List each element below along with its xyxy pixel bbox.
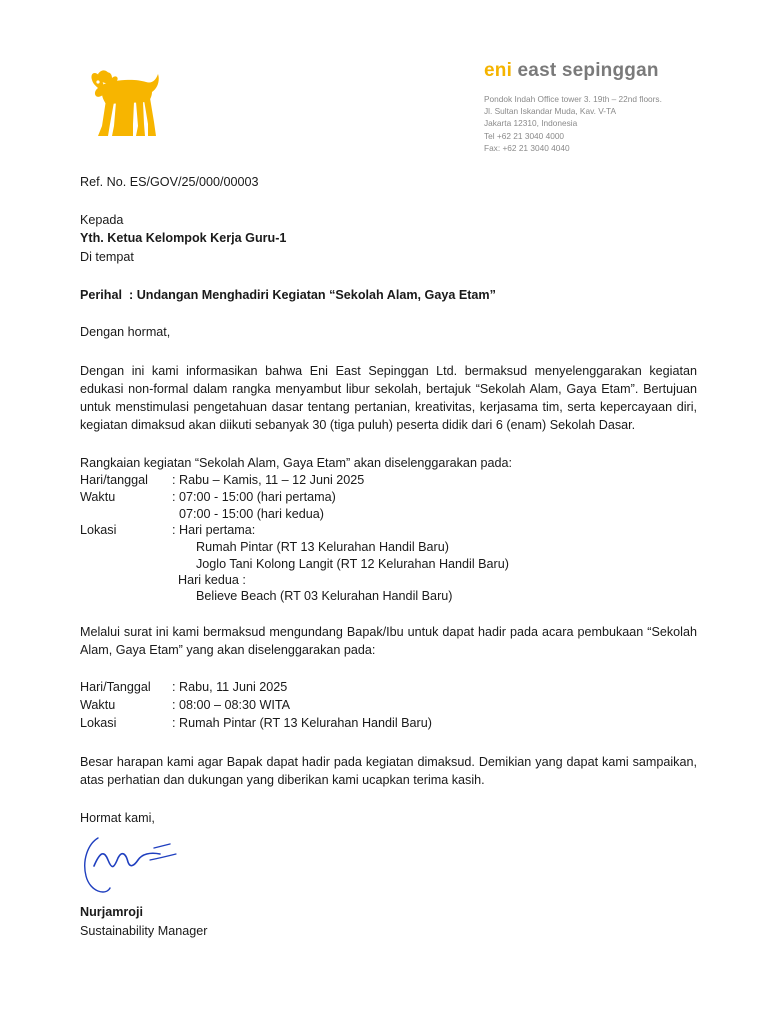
address-line: Tel +62 21 3040 4000: [484, 130, 565, 141]
recipient-name: Yth. Ketua Kelompok Kerja Guru-1: [80, 231, 287, 245]
schedule-day-label: Hari/tanggal: [80, 473, 148, 487]
opening-location-value: : Rumah Pintar (RT 13 Kelurahan Handil Baru): [172, 716, 432, 730]
handwritten-signature-icon: [80, 830, 180, 900]
address-line: Fax: +62 21 3040 4040: [484, 142, 570, 153]
opening-day-value: : Rabu, 11 Juni 2025: [172, 680, 288, 694]
opening-time-value: : 08:00 – 08:30 WITA: [172, 698, 291, 712]
reference-number: Ref. No. ES/GOV/25/000/00003: [80, 175, 259, 189]
invite-paragraph: Melalui surat ini kami bermaksud mengundang Bapak/Ibu untuk dapat hadir pada acara pembukaan “Sekolah Alam, Gaya Etam” yang akan diselenggarakan pada:: [80, 625, 697, 657]
brand-eni: eni: [484, 60, 513, 81]
schedule-location-day1-item: Rumah Pintar (RT 13 Kelurahan Handil Baru): [196, 540, 449, 554]
greeting: Dengan hormat,: [80, 325, 171, 339]
schedule-location-day1: : Hari pertama:: [172, 523, 256, 537]
brand-name: [484, 60, 659, 82]
closing-paragraph: Besar harapan kami agar Bapak dapat hadir pada kegiatan dimaksud. Demikian yang dapat kami sampaikan, atas perhatian dan dukungan yang diberikan kami ucapkan terima kasih.: [80, 755, 697, 787]
signer-name: Nurjamroji: [80, 905, 143, 919]
regards: Hormat kami,: [80, 811, 155, 825]
schedule-time-label: Waktu: [80, 490, 116, 504]
schedule-day-value: : Rabu – Kamis, 11 – 12 Juni 2025: [172, 473, 365, 487]
schedule-time-value-1: : 07:00 - 15:00 (hari pertama): [172, 490, 336, 504]
letter-subject: Perihal : Undangan Menghadiri Kegiatan “Sekolah Alam, Gaya Etam”: [80, 288, 496, 302]
opening-day-label: Hari/Tanggal: [80, 680, 151, 694]
signer-title: Sustainability Manager: [80, 924, 208, 938]
recipient-kepada: Kepada: [80, 213, 124, 227]
schedule-location-day2-item: Believe Beach (RT 03 Kelurahan Handil Baru): [196, 589, 453, 603]
address-line: Jl. Sultan Iskandar Muda, Kav. V-TA: [484, 106, 617, 117]
schedule-time-value-2: 07:00 - 15:00 (hari kedua): [179, 507, 324, 521]
intro-paragraph: Dengan ini kami informasikan bahwa Eni East Sepinggan Ltd. bermaksud menyelenggarakan kegiatan edukasi non-formal dalam rangka menyambut libur sekolah, bertajuk “Sekolah Alam, Gaya Etam”. Bertujuan untuk menstimulasi pengetahuan dasar tentang pertanian, kreativitas, kerjasama tim, serta kepercayaan diri, kegiatan dimaksud akan diikuti sebanyak 30 (tiga puluh) peserta didik dari 6 (enam) Sekolah Dasar.: [80, 364, 697, 432]
six-legged-dog-logo-icon: [86, 66, 162, 140]
address-line: Pondok Indah Office tower 3. 19th – 22nd floors.: [484, 94, 662, 104]
schedule-location-day1-item: Joglo Tani Kolong Langit (RT 12 Kelurahan Handil Baru): [196, 557, 509, 571]
address-line: Jakarta 12310, Indonesia: [484, 118, 578, 129]
opening-time-label: Waktu: [80, 698, 116, 712]
recipient-place: Di tempat: [80, 250, 134, 264]
opening-location-label: Lokasi: [80, 716, 117, 730]
schedule-heading: Rangkaian kegiatan “Sekolah Alam, Gaya Etam” akan diselenggarakan pada:: [80, 456, 512, 470]
schedule-location-label: Lokasi: [80, 523, 117, 537]
schedule-location-day2: Hari kedua :: [178, 573, 246, 587]
brand-rest: east sepinggan: [512, 60, 659, 81]
company-address: [484, 93, 662, 154]
